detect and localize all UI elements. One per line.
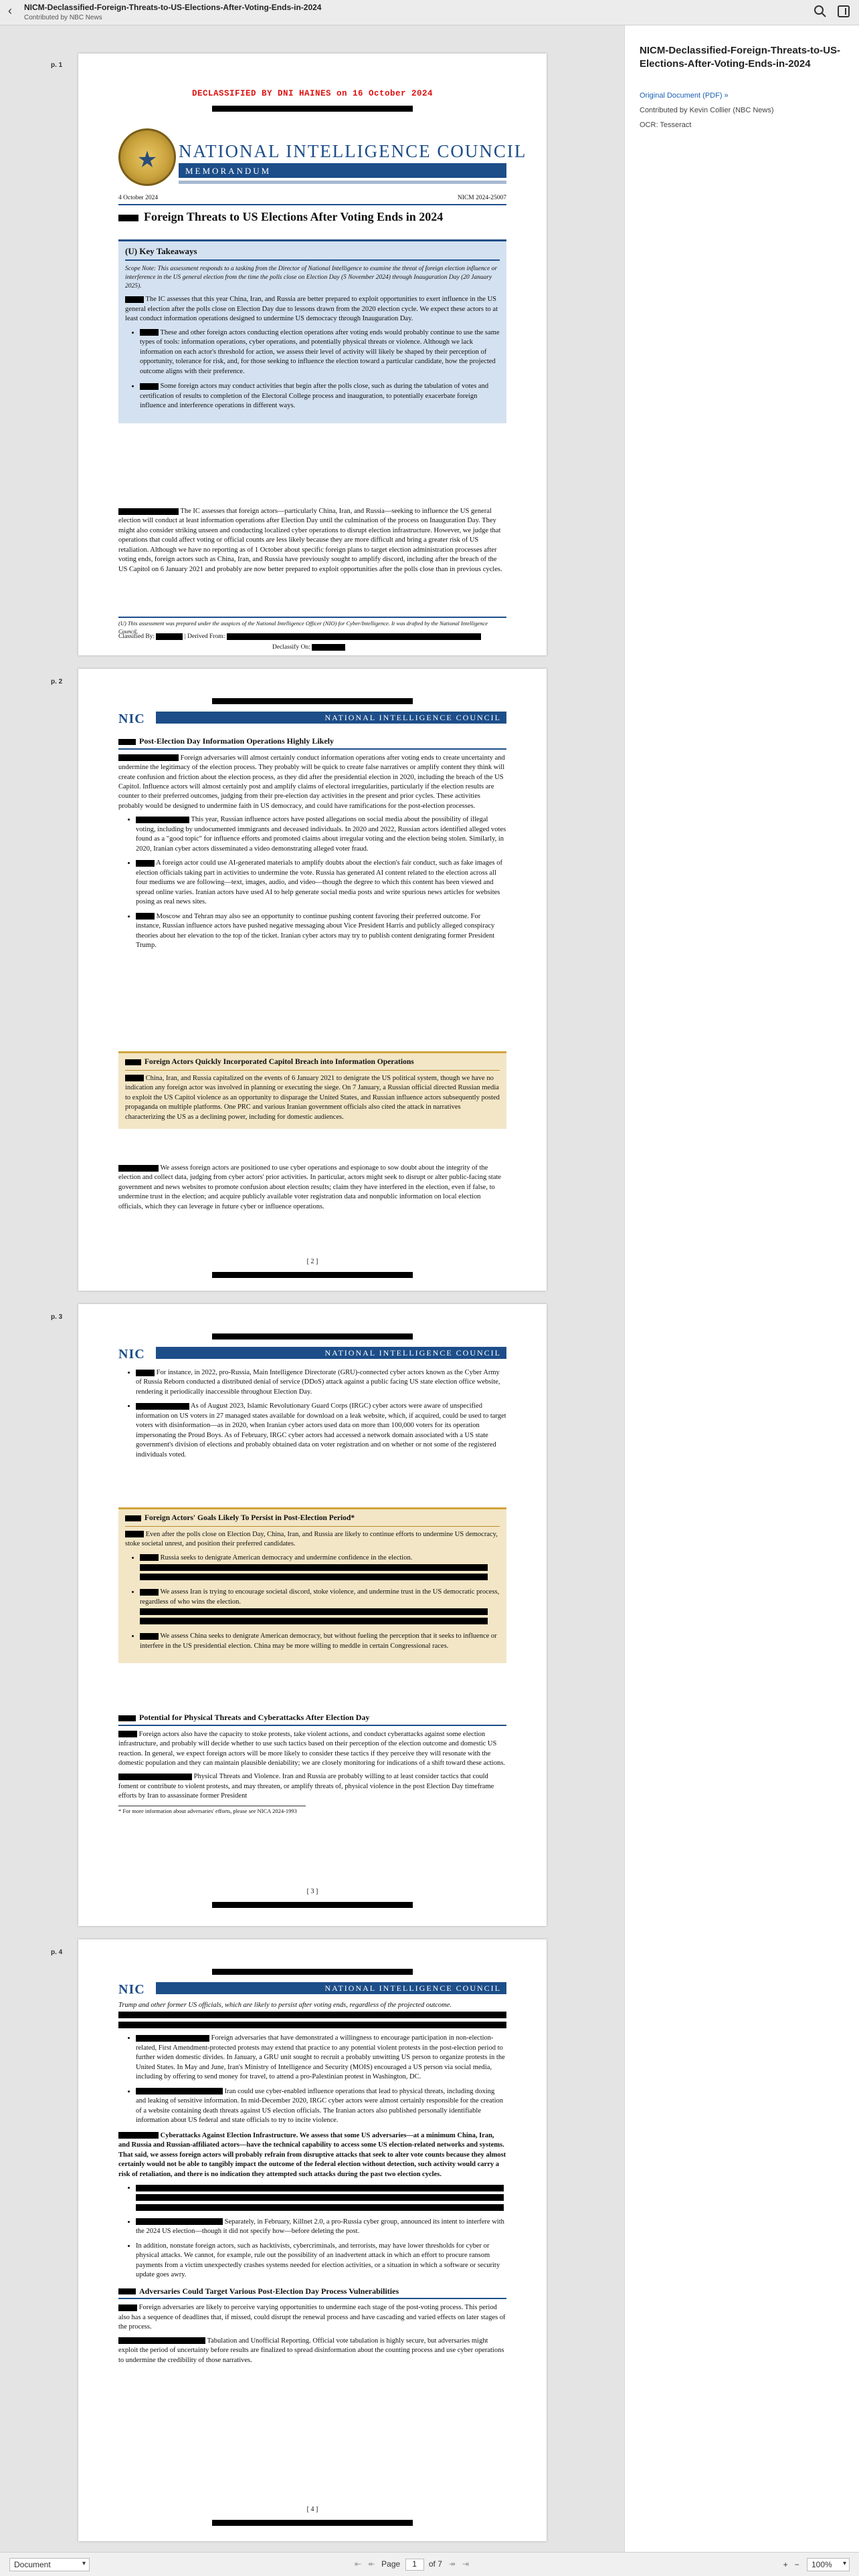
memo-meta [118, 194, 506, 205]
page-label: p. 3 [51, 1313, 63, 1321]
redaction-bar [212, 698, 413, 704]
redaction-bar [212, 1902, 413, 1908]
ocr-info: OCR: Tesseract [640, 120, 692, 129]
list-item: • This year, Russian influence actors have posted allegations on social media about the possibility of illegal voting, including by undocumented immigrants and deceased individuals. In 2020 and 2022, Russian actors identified alleged votes found as a "good topic" for influence efforts and promoted claims about irregular voting and the election being stolen. Similarly, in 2020, Iranian cyber actors disseminated a video demonstrating alleged voter fraud. [136, 815, 506, 854]
zoom-select[interactable]: 100% ▾ [807, 2558, 850, 2571]
takeaway-paragraph: The IC assesses that this year China, Iran, and Russia are better prepared to exploit opportunities to exert influence in the US general election after the polls close on Election Day due to lessons drawn from the 2020 election cycle. We expect these actors to at least conduct information operations designed to undermine US democracy through Inauguration Day. [125, 296, 498, 323]
page-label: p. 2 [51, 678, 63, 685]
classification-line: Classified By: | Derived From: [118, 633, 481, 641]
page-2 [78, 669, 547, 1291]
body-text: Potential for Physical Threats and Cyberattacks After Election Day Foreign actors also have the capacity to stoke protests, take violent actions, and conduct cyberattacks against some election infrastructure, and probably will decide whether to use such tactics based on their perception of the election outcome and domestic US reaction. In general, we expect foreign actors will be more likely to consider these tactics if they perceive they will resonate with the domestic population and they can maintain plausible deniability; we are closely monitoring for indications of a shift toward these actions. Physical Threats and Violence. Iran and Russia are probably willing to at least consider tactics that could foment or contribute to violent protests, and may threaten, or amplify threats of, physical violence in the post Election Day timeframe efforts by Iran to assassinate former President * For more information about adversaries' efforts, please see NICA 2024-1993 [118, 1707, 506, 1820]
bottom-toolbar [0, 2552, 859, 2576]
list-item: • We assess Iran is trying to encourage societal discord, stoke violence, and undermine trust in the US democratic process, regardless of who wins the election. [140, 1588, 500, 1626]
redaction-bar [212, 1969, 413, 1975]
nic-header: NIC NATIONAL INTELLIGENCE COUNCIL [118, 1346, 506, 1360]
memo-bar: MEMORANDUM [179, 163, 506, 178]
section-heading: Post-Election Day Information Operations Highly Likely [118, 736, 506, 750]
contributor: Contributed by Kevin Collier (NBC News) [640, 106, 774, 114]
back-arrow-icon[interactable]: ‹ [8, 4, 12, 17]
memo-title: Foreign Threats to US Elections After Voting Ends in 2024 [118, 209, 506, 225]
footnote: (U) This assessment was prepared under the auspices of the National Intelligence Officer (NIO) for Cyber/Intelligence. It was drafted by the National Intelligence Council. [118, 617, 506, 635]
body-text: The IC assesses that foreign actors—particularly China, Iran, and Russia—seeking to influence the US general election will conduct at least information operations after Election Day until the culmination of the process on Inauguration Day. They might also consider striking unseen and conducting localized cyber operations to disrupt election infrastructure. However, we judge that operations that could affect voting or official counts are less likely because they are more difficult and bring a greater risk of US retaliation. Although we have no reporting as of 1 October about specific foreign plans to target election administration processes after voting ends, foreign actors such as China, Iran, and Russia have previously sought to amplify discord, including after the breach of the US Capitol on 6 January 2021 and probably are now better prepared to exploit opportunities after the polls close than in previous cycles. [118, 508, 502, 573]
takeaway-bullet: • These and other foreign actors conducting election operations after voting ends would probably continue to use the same types of tools: information operations, cyber operations, and potentially physical threats or violence. Although we lack information on each actor's threshold for action, we assess their level of activity will likely be shaped by their perception of opportunity, tolerance for risk, and, for those seeking to influence the election toward a particular candidate, how the projected outcome aligns with their preference. [140, 328, 500, 377]
document-viewer[interactable] [0, 25, 624, 2552]
nic-header: NIC NATIONAL INTELLIGENCE COUNCIL [118, 710, 506, 725]
list-item: • We assess China seeks to denigrate American democracy, but without fueling the perception that it seeks to influence or interfere in the US presidential election. China may be more willing to meddle in certain Congressional races. [140, 1632, 500, 1651]
scope-note: Scope Note: This assessment responds to a tasking from the Director of National Intelligence to examine the threat of foreign election influence or interference in the US general election from the time the polls close on Election Day (5 November 2024) through Inauguration Day (20 January 2025). [125, 265, 498, 290]
original-document-link[interactable]: Original Document (PDF) » [640, 91, 729, 100]
zoom-out-button[interactable]: − [794, 2560, 799, 2569]
page-4 [78, 1939, 547, 2541]
page-1 [78, 53, 547, 655]
list-item: • Foreign adversaries that have demonstrated a willingness to encourage participation in non-election-related, First Amendment-protected protests may extend that practice to any potential violent protests in the post-election period to further widen domestic divides. In January, a GRU unit sought to recruit a probably unwitting US person to organize protests in the United States. In May and June, Iran's Ministry of Intelligence and Security (MOIS) encouraged a US person via social media, including by offering to send money for travel, to attend a pro-Palestinian protest in Washington, DC. [136, 2034, 506, 2082]
list-item [136, 2183, 506, 2212]
memo-date: 4 October 2024 [118, 195, 159, 201]
redaction-bar [125, 296, 144, 303]
redaction-bar [212, 106, 413, 112]
page-number: [ 2 ] [306, 1258, 318, 1265]
page-label: Page [381, 2559, 401, 2569]
takeaway-bullet: • Some foreign actors may conduct activities that begin after the polls close, such as during the tabulation of votes and certification of results to completion of the Electoral College process and inauguration, to potentially exacerbate foreign influence and interference operations in different ways. [140, 382, 500, 411]
page-input[interactable]: 1 [405, 2559, 424, 2571]
prev-page-button[interactable]: ↞ [368, 2559, 375, 2569]
zoom-controls [783, 2558, 850, 2571]
list-item: • For instance, in 2022, pro-Russia, Main Intelligence Directorate (GRU)-connected cyber actors known as the Cyber Army of Russia Reborn conducted a distributed denial of service (DDoS) attack against a public facing US state election office website, rendering it periodically inaccessible throughout Election Day. [136, 1368, 506, 1397]
last-page-button[interactable]: ⇥ [462, 2559, 470, 2569]
list-item: • Separately, in February, Killnet 2.0, a pro-Russia cyber group, announced its intent to interfere with the 2024 US election—though it did not specify how—before deleting the post. [136, 2218, 506, 2237]
view-mode-select[interactable]: Document ▾ [9, 2558, 90, 2571]
list-item: • Russia seeks to denigrate American democracy and undermine confidence in the election. [140, 1553, 500, 1582]
declassified-stamp: DECLASSIFIED BY DNI HAINES on 16 October 2024 [191, 89, 434, 98]
next-page-button[interactable]: ↠ [448, 2559, 456, 2569]
redaction-bar [212, 1333, 413, 1339]
page-number: [ 4 ] [306, 2506, 318, 2513]
page-label: p. 4 [51, 1949, 63, 1956]
sidebar-title: NICM-Declassified-Foreign-Threats-to-US-Elections-After-Voting-Ends-in-2024 [640, 45, 841, 70]
sidebar-toggle-icon[interactable] [838, 5, 850, 17]
box-title: Foreign Actors' Goals Likely To Persist in Post-Election Period* [125, 1513, 500, 1527]
info-sidebar [624, 25, 859, 2552]
classification-line: Declassify On: [272, 643, 345, 652]
page-3 [78, 1304, 547, 1926]
pager [355, 2559, 469, 2571]
body-text: We assess foreign actors are positioned to use cyber operations and espionage to sow doubt about the integrity of the election and collect data, judging from cyber actors' prior activities. In particular, actors might seek to disrupt or alter public-facing state government and news websites to promote confusion about election results; claim they have interfered in the election, even if false, to undermine trust in the election; and acquire publicly available voter registration data and nonpublic information on local election officials, which they can leverage in future cyber or influence operations. [118, 1164, 502, 1210]
sidebar-box: Foreign Actors' Goals Likely To Persist in Post-Election Period* Even after the polls close on Election Day, China, Iran, and Russia are likely to continue efforts to undermine US democracy, stoke societal unrest, and position their preferred candidates. • Russia seeks to denigrate American democracy and undermine confidence in the election. • We assess Iran is trying to encourage societal discord, stoke violence, and undermine trust in the US democratic process, regardless of who wins the election. • We assess China seeks to denigrate American democracy, but without fueling the perception that it seeks to influence or interfere in the US presidential election. China may be more willing to meddle in certain Congressional races. [118, 1507, 506, 1663]
body-text: Post-Election Day Information Operations Highly Likely Foreign adversaries will almost certainly conduct information operations after voting ends to create uncertainty and undermine the legitimacy of the election process. They probably will be quick to create false narratives or amplify content they think will create confusion and friction about the election process, as they did after the presidential election in 2020, including the breach of the US Capitol. Influence actors will almost certainly post and amplify claims of electoral irregularities, particularly if the election results are counter to their preferred outcomes, judging from their pre-election day activities in the present and prior cycles. These activities probably would be designed to undermine faith in US democracy, and could have ramifications for the post-election processes. • This year, Russian influence actors have posted allegations on social media about the possibility of illegal voting, including by undocumented immigrants and deceased individuals. In 2020 and 2022, Russian actors identified alleged votes found as a "good topic" for influence efforts and promoted claims about irregular voting and the election being stolen. Similarly, in 2020, Iranian cyber actors disseminated a video demonstrating alleged voter fraud. • A foreign actor could use AI-generated materials to amplify doubts about the election's fair conduct, such as fake images of election officials taking part in activities to undermine the vote. Russia has generated AI content related to the election across all four mediums we are following—text, images, audio, and video—though the degree to which this content has been viewed and spread online varies. Iranian actors have used AI to help generate social media posts and write spurious news articles for websites posing as real news sites. • Moscow and Tehran may also see an opportunity to continue pushing content favoring their preferred outcome. For instance, Russian influence actors have pushed negative messaging about Vice President Harris and publicly alleged conspiracy theories about her elevation to the top of the ticket. Iranian cyber actors may try to publish content denigrating former President Trump. [118, 730, 506, 956]
first-page-button[interactable]: ⇤ [355, 2559, 362, 2569]
search-icon[interactable] [814, 5, 827, 18]
redaction-bar [212, 2520, 413, 2526]
document-title: NICM-Declassified-Foreign-Threats-to-US-Elections-After-Voting-Ends-in-2024 [24, 3, 322, 12]
footnote: * For more information about adversaries' efforts, please see NICA 2024-1993 [118, 1806, 306, 1816]
list-item: • In addition, nonstate foreign actors, such as hacktivists, cybercriminals, and terrorists, may have lower thresholds for cyber or physical attacks. We cannot, for example, rule out the possibility of an inadvertent attack in which an effort to procure ransom payments from a victim unexpectedly crashes systems needed for election activities, or a situation in which a software or security update goes awry. [136, 2242, 506, 2280]
box-title: Foreign Actors Quickly Incorporated Capitol Breach into Information Operations [125, 1057, 500, 1071]
memo-number: NICM 2024-25007 [457, 195, 506, 201]
document-subtitle: Contributed by NBC News [24, 14, 102, 21]
redaction-bar [212, 1272, 413, 1278]
key-takeaways-title: (U) Key Takeaways [125, 245, 500, 261]
org-title: NATIONAL INTELLIGENCE COUNCIL [179, 141, 527, 161]
sidebar-box: Foreign Actors Quickly Incorporated Capitol Breach into Information Operations China, Iran, and Russia capitalized on the events of 6 January 2021 to denigrate the US political system, though we have no indication any foreign actor was involved in planning or executing the siege. On 7 January, a Russian official directed Russian media to exploit the US Capitol violence as an opportunity to disparage the United States, and Russian influence actors subsequently posted propaganda on multiple platforms. One PRC and various Iranian government officials also cited the attack in narratives characterizing the US as a declining power, including for domestic audiences. [118, 1051, 506, 1129]
section-heading: Potential for Physical Threats and Cyberattacks After Election Day [118, 1712, 506, 1726]
nic-seal-icon [118, 128, 176, 186]
key-takeaways-box [118, 239, 506, 423]
list-item: • Moscow and Tehran may also see an opportunity to continue pushing content favoring their preferred outcome. For instance, Russian influence actors have pushed negative messaging about Vice President Harris and publicly alleged conspiracy theories about her elevation to the top of the ticket. Iranian cyber actors may try to publish content denigrating former President Trump. [136, 912, 506, 951]
body-text: Trump and other former US officials, which are likely to persist after voting ends, regardless of the projected outcome. • Foreign adversaries that have demonstrated a willingness to encourage participation in non-election-related, First Amendment-protected protests may extend that practice to any potential violent protests in the post-election period to further widen domestic divides. In January, a GRU unit sought to recruit a probably unwitting US person to organize protests in the United States. In May and June, Iran's Ministry of Intelligence and Security (MOIS) encouraged a US person via social media, including by offering to send money for travel, to attend a pro-Palestinian protest in Washington, DC. • Iran could use cyber-enabled influence operations that lead to physical threats, including doxing and leaking of sensitive information. In mid-December 2020, IRGC cyber actors were almost certainly responsible for the creation of a website containing death threats against US election officials. The Iranian actors also published personally identifiable information about US federal and state officials to try to incite violence. Cyberattacks Against Election Infrastructure. We assess that some US adversaries—at a minimum China, Iran, and Russia and Russian-affiliated actors—have the technical capability to access some US election-related networks and systems. That said, we assess foreign actors will probably refrain from disruptive attacks that seek to alter vote counts because they almost certainly would not be able to tangibly impact the outcome of the federal election without detection, such activity would carry a risk of retaliation, and there is no indication they attempted such attacks during the past two election cycles. • • Separately, in February, Killnet 2.0, a pro-Russia cyber group, announced its intent to interfere with the 2024 US election—though it did not specify how—before deleting the post. • In addition, nonstate foreign actors, such as hacktivists, cybercriminals, and terrorists, may have lower thresholds for cyber or physical attacks. We cannot, for example, rule out the possibility of an inadvertent attack in which an effort to procure ransom payments from a victim unexpectedly crashes systems needed for election activities, or a situation in which a software or security update goes awry. Adversaries Could Target Various Post-Election Day Process Vulnerabilities Foreign adversaries are likely to perceive varying opportunities to undermine each stage of the post-voting process. This period also has a sequence of deadlines that, if missed, could disrupt the renewal process and have cascading and varied effects on later stages of the process. Tabulation and Unofficial Reporting. Official vote tabulation is highly secure, but adversaries might exploit the period of uncertainty before results are finalized to spread disinformation about the counting process and use cyber operations to undermine the credibility of those narratives. [118, 2001, 506, 2369]
zoom-in-button[interactable]: + [783, 2560, 788, 2569]
body-text [118, 1368, 506, 1465]
page-label: p. 1 [51, 62, 63, 69]
divider [179, 181, 506, 184]
list-item: • A foreign actor could use AI-generated materials to amplify doubts about the election's fair conduct, such as fake images of election officials taking part in activities to undermine the vote. Russia has generated AI content related to the election across all four mediums we are following—text, images, audio, and video—though the degree to which this content has been viewed and spread online varies. Iranian actors have used AI to help generate social media posts and write spurious news articles for websites posing as real news sites. [136, 859, 506, 907]
top-bar [0, 0, 859, 25]
section-heading: Adversaries Could Target Various Post-Election Day Process Vulnerabilities [118, 2286, 506, 2300]
page-count: of 7 [428, 2559, 442, 2569]
list-item: • Iran could use cyber-enabled influence operations that lead to physical threats, including doxing and leaking of sensitive information. In mid-December 2020, IRGC cyber actors were almost certainly responsible for the creation of a website containing death threats against US election officials. The Iranian actors also published personally identifiable information about US federal and state officials to try to incite violence. [136, 2087, 506, 2126]
nic-header: NIC NATIONAL INTELLIGENCE COUNCIL [118, 1981, 506, 1996]
list-item: • As of August 2023, Islamic Revolutionary Guard Corps (IRGC) cyber actors were aware of unspecified information on US voters in 27 managed states available for download on a leak website, which, if acquired, could be used to target voters with disinformation—as in 2020, when Iranian cyber actors used data on more than 100,000 voters for its operation impersonating the Proud Boys. As of February, IRGC cyber actors had accessed a network domain associated with a US state government's division of elections and probably obtained data on voter registration and on whether or not some of the registered individuals voted. [136, 1402, 506, 1460]
page-number: [ 3 ] [306, 1888, 318, 1895]
